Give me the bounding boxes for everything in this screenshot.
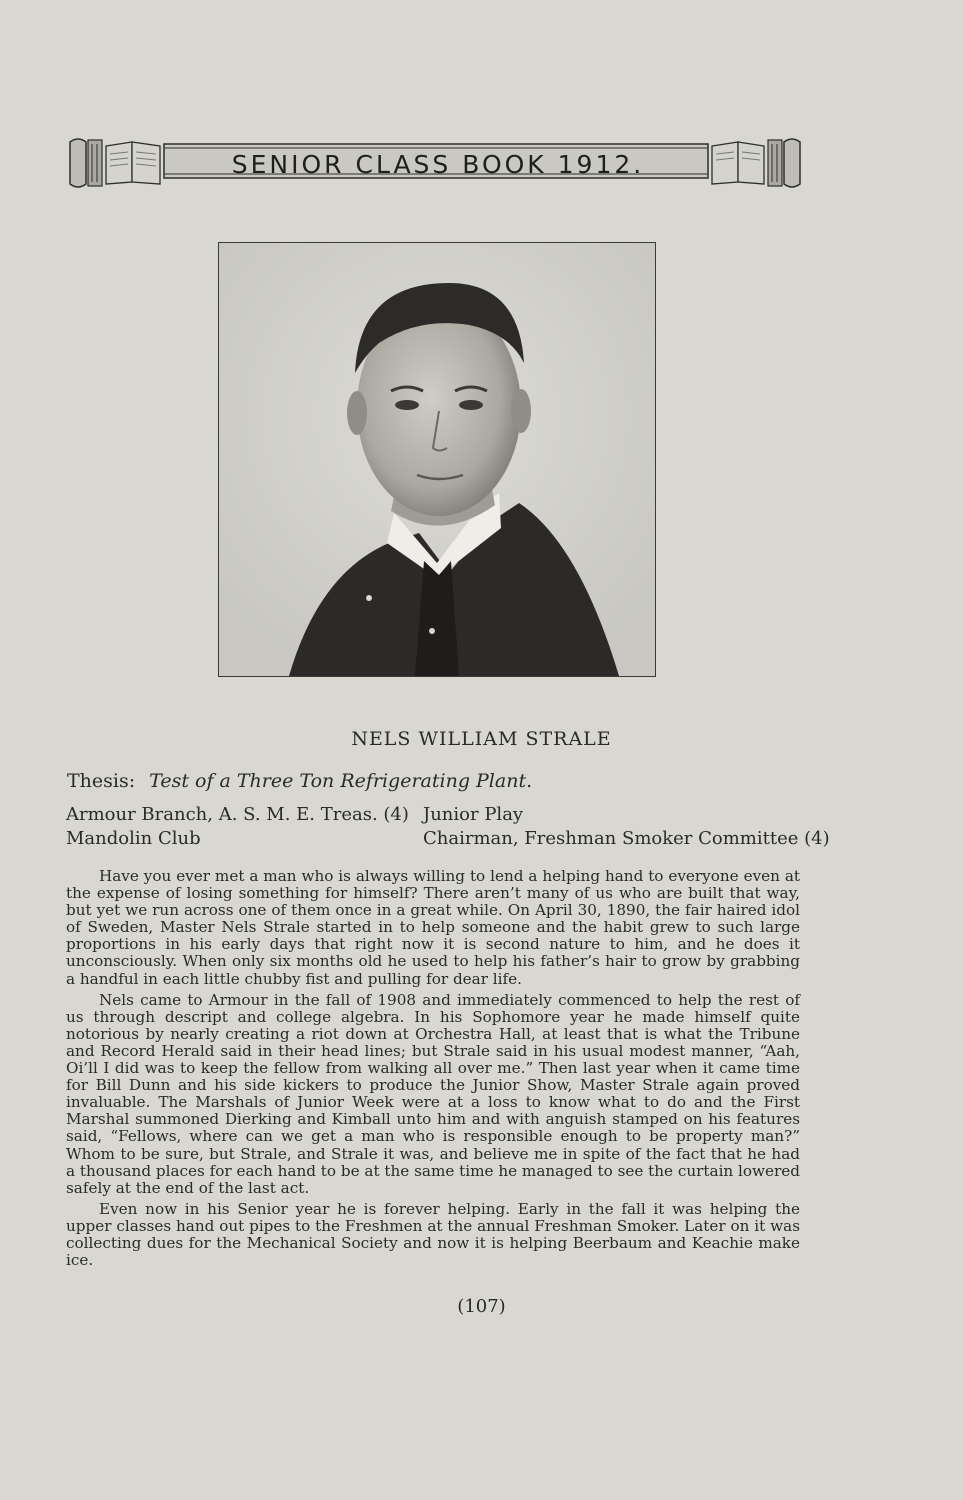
thesis-line xyxy=(67,770,532,792)
page-title: SENIOR CLASS BOOK 1912. xyxy=(231,149,645,179)
activity-left-1: Armour Branch, A. S. M. E. Treas. (4) xyxy=(66,804,409,825)
bio-paragraph-1: Have you ever met a man who is always willing to lend a helping hand to everyone even at the expense of losing something for himself? There aren’t many of us who are built that way, but yet we run across one of them once in a great while. On April 30, 1890, the fair haired idol of Sweden, Master Nels Strale started in to help someone and the habit grew to such large proportions in his early days that right now it is second nature to him, and he does it unconsciously. When only six months old he used to help his father’s hair to grow by grabbing a handful in each little chubby fist and pulling for dear life. xyxy=(66,867,800,988)
bio-paragraph-3: Even now in his Senior year he is forever helping. Early in the fall it was helping the upper classes hand out pipes to the Freshmen at the annual Freshman Smoker. Later on it was collecting dues for the Mechanical Society and now it is helping Beerbaum and Keachie make ice. xyxy=(66,1199,800,1270)
bio-paragraph-2: Nels came to Armour in the fall of 1908 and immediately commenced to help the rest of us through descript and college algebra. In his Sophomore year he made himself quite notorious by nearly creating a riot down at Orchestra Hall, at least that is what the Tribune and Record Herald said in their head lines; but Strale said in his usual modest manner, “Aah, Oi’ll I did was to keep the fellow from walking all over me.” Then last year when it came time for Bill Dunn and his side kickers to produce the Junior Show, Master Strale again proved invaluable. The Marshals of Junior Week were at a loss to know what to do and the First Marshal summoned Dierking and Kimball unto him and with anguish stamped on his features said, “Fellows, where can we get a man who is responsible enough to be property man?” Whom to be sure, but Strale, and Strale it was, and believe me in spite of the fact that he had a thousand places for each hand to be at the same time he managed to see the curtain lowered safely at the end of the last act. xyxy=(66,990,800,1197)
thesis-title: Test of a Three Ton Refrigerating Plant. xyxy=(149,770,533,792)
thesis-label: Thesis: xyxy=(67,770,136,792)
person-name: NELS WILLIAM STRALE xyxy=(351,728,612,750)
activity-left-2: Mandolin Club xyxy=(66,828,201,849)
portrait-photo xyxy=(218,242,656,677)
biography xyxy=(66,868,800,1273)
page-number: (107) xyxy=(457,1296,506,1317)
activity-right-1: Junior Play xyxy=(423,804,524,825)
activity-right-2: Chairman, Freshman Smoker Committee (4) xyxy=(423,828,830,849)
person-portrait-icon xyxy=(219,243,655,676)
